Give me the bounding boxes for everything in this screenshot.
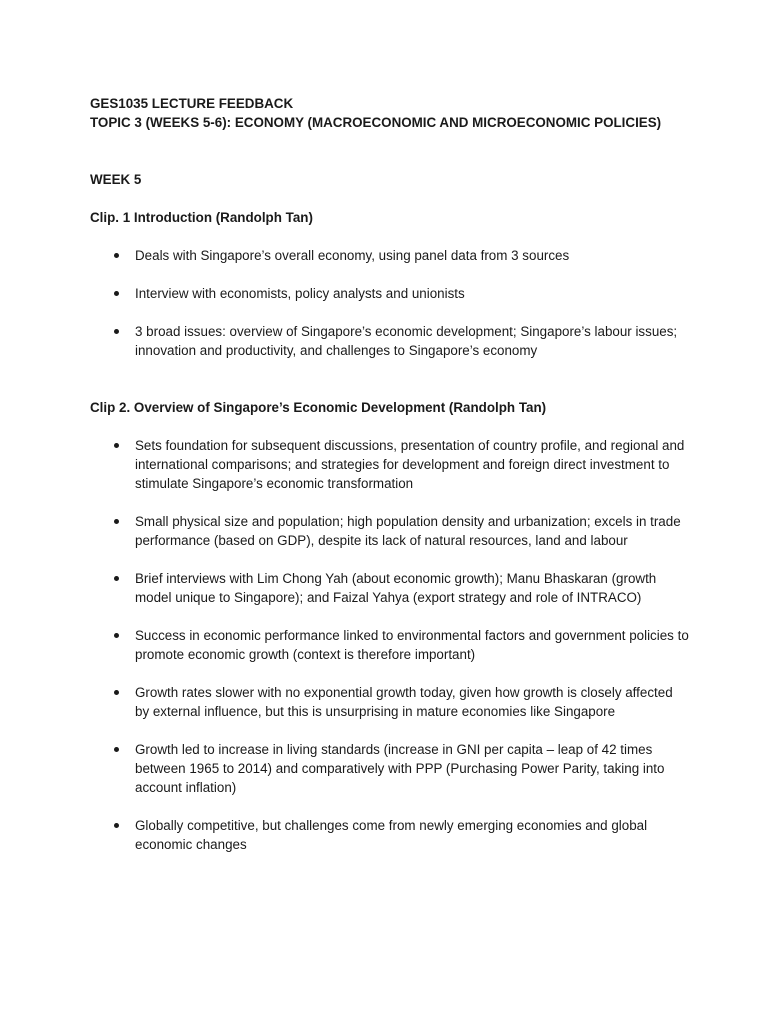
bullet-icon: [114, 633, 119, 638]
bullet-text: Deals with Singapore’s overall economy, using panel data from 3 sources: [135, 248, 570, 263]
course-title: GES1035 LECTURE FEEDBACK: [90, 96, 294, 111]
clip-2-bullet-list: [90, 436, 690, 854]
bullet-icon: [114, 443, 119, 448]
topic-title: TOPIC 3 (WEEKS 5-6): ECONOMY (MACROECONOMIC AND MICROECONOMIC POLICIES): [90, 115, 662, 130]
bullet-icon: [114, 747, 119, 752]
bullet-icon: [114, 823, 119, 828]
list-item: [90, 436, 690, 493]
clip-2-heading: Clip 2. Overview of Singapore’s Economic Development (Randolph Tan): [90, 400, 547, 415]
list-item: [90, 284, 690, 303]
list-item: [90, 246, 690, 265]
bullet-text: Small physical size and population; high population density and urbanization; excels in trade performance (based on GDP), despite its lack of natural resources, land and labour: [135, 514, 681, 548]
bullet-icon: [114, 329, 119, 334]
list-item: [90, 512, 690, 550]
document-body: [90, 94, 690, 854]
list-item: [90, 740, 690, 797]
bullet-text: Globally competitive, but challenges come from newly emerging economies and global economic changes: [135, 818, 648, 852]
bullet-text: Success in economic performance linked to environmental factors and government policies to promote economic growth (context is therefore important): [135, 628, 689, 662]
bullet-text: Interview with economists, policy analysts and unionists: [135, 286, 465, 301]
bullet-text: Sets foundation for subsequent discussions, presentation of country profile, and regional and international comparisons; and strategies for development and foreign direct investment to stimulate Singapore’s economic transformation: [135, 438, 685, 491]
clip-1-bullet-list: [90, 246, 690, 360]
bullet-icon: [114, 253, 119, 258]
bullet-text: Growth led to increase in living standards (increase in GNI per capita – leap of 42 times between 1965 to 2014) and comparatively with PPP (Purchasing Power Parity, taking into account inflation): [135, 742, 665, 795]
bullet-text: 3 broad issues: overview of Singapore’s economic development; Singapore’s labour issues; innovation and productivity, and challenges to Singapore’s economy: [135, 324, 678, 358]
clip-1-heading: Clip. 1 Introduction (Randolph Tan): [90, 210, 313, 225]
list-item: [90, 626, 690, 664]
bullet-icon: [114, 576, 119, 581]
list-item: [90, 683, 690, 721]
bullet-icon: [114, 519, 119, 524]
bullet-icon: [114, 291, 119, 296]
list-item: [90, 322, 690, 360]
list-item: [90, 816, 690, 854]
bullet-text: Growth rates slower with no exponential growth today, given how growth is closely affected by external influence, but this is unsurprising in mature economies like Singapore: [135, 685, 673, 719]
week-heading: WEEK 5: [90, 172, 142, 187]
bullet-text: Brief interviews with Lim Chong Yah (about economic growth); Manu Bhaskaran (growth model unique to Singapore); and Faizal Yahya (export strategy and role of INTRACO): [135, 571, 657, 605]
list-item: [90, 569, 690, 607]
bullet-icon: [114, 690, 119, 695]
